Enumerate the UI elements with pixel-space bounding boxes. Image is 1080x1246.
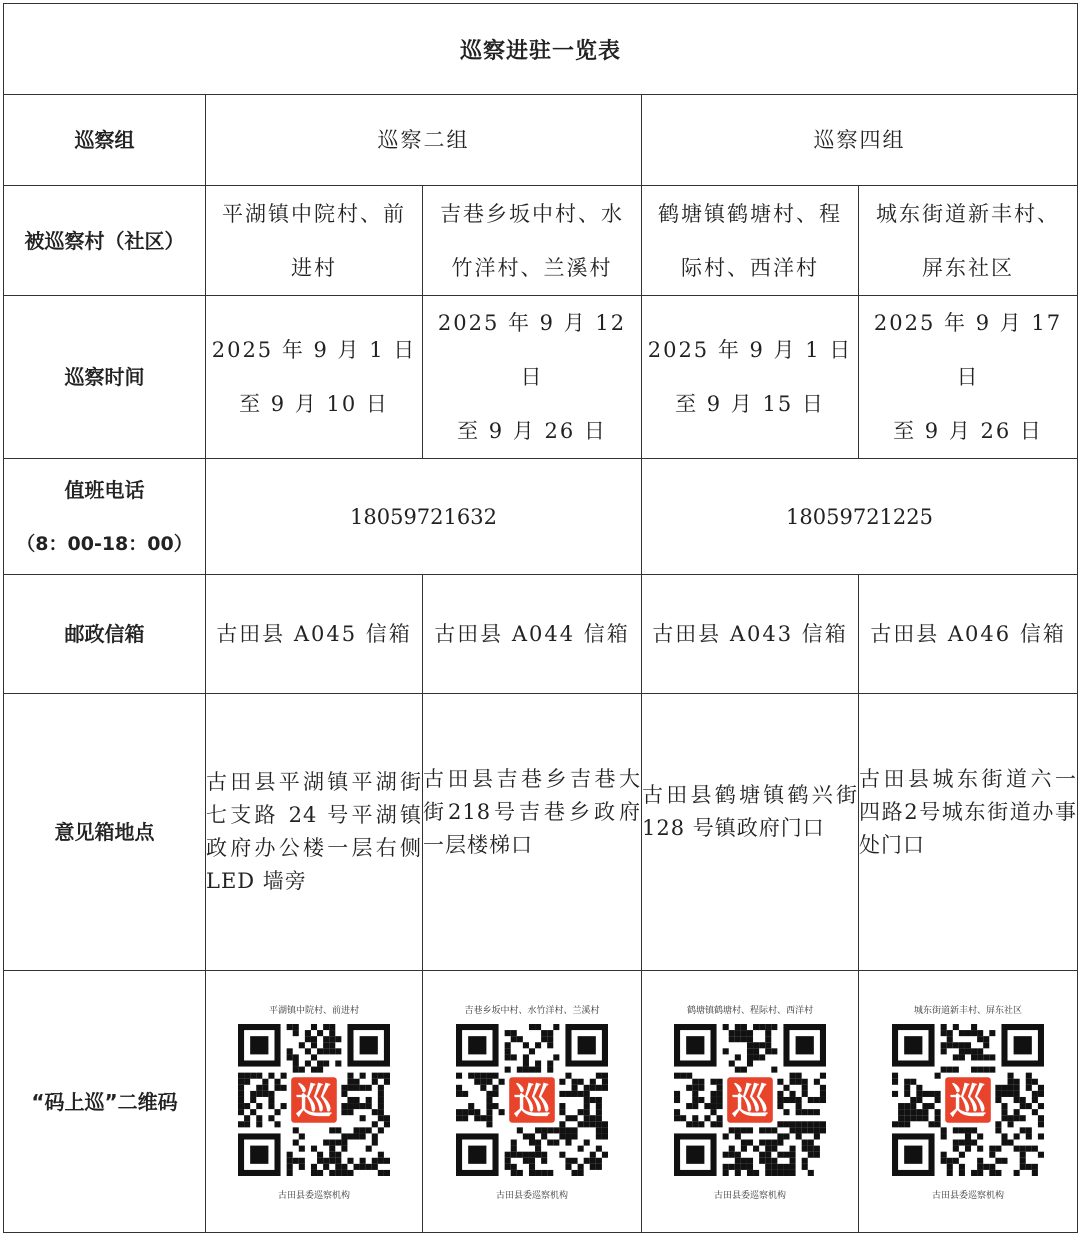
time-cell — [859, 296, 1078, 459]
time-end: 至 9 月 15 日 — [675, 392, 825, 416]
time-start: 2025 年 9 月 1 日 — [647, 338, 853, 362]
villages-line: 竹洋村、兰溪村 — [451, 255, 613, 280]
qr-cell — [423, 971, 642, 1233]
label-villages: 被巡察村（社区） — [4, 186, 206, 296]
group-name-4: 巡察四组 — [642, 95, 1078, 186]
qr-footer: 古田县委巡察机构 — [932, 1190, 1005, 1201]
villages-line: 城东街道新丰村、 — [876, 201, 1061, 226]
table-title: 巡察进驻一览表 — [4, 4, 1078, 95]
mailbox-cell: 古田县 A044 信箱 — [423, 575, 642, 694]
label-phone-cell — [4, 459, 206, 575]
time-cell — [423, 296, 642, 459]
qr-code-image[interactable] — [456, 1024, 608, 1176]
villages-line: 鹤塘镇鹤塘村、程 — [658, 201, 842, 226]
qr-code-image[interactable] — [892, 1024, 1044, 1176]
time-start: 2025 年 9 月 17 日 — [873, 311, 1063, 389]
qr-caption: 城东街道新丰村、屏东社区 — [914, 1005, 1023, 1016]
qr-cell — [642, 971, 859, 1233]
qr-cell — [859, 971, 1078, 1233]
address-cell: 古田县城东街道六一四路2号城东街道办事处门口 — [859, 694, 1078, 971]
villages-cell — [642, 186, 859, 296]
inspection-table — [3, 3, 1078, 1233]
qr-logo-text: 巡 — [295, 1079, 333, 1123]
qr-logo-text: 巡 — [731, 1079, 769, 1123]
time-cell — [206, 296, 423, 459]
qr-logo-text: 巡 — [513, 1079, 551, 1123]
qr-caption: 吉巷乡坂中村、水竹洋村、兰溪村 — [464, 1005, 600, 1016]
address-cell: 古田县平湖镇平湖街七支路 24 号平湖镇政府办公楼一层右侧 LED 墙旁 — [206, 694, 423, 971]
villages-cell — [206, 186, 423, 296]
label-phone-hours: （8：00-18：00） — [16, 532, 193, 555]
villages-cell — [859, 186, 1078, 296]
qr-code-image[interactable] — [238, 1024, 390, 1176]
villages-line: 屏东社区 — [922, 255, 1015, 280]
villages-line: 际村、西洋村 — [681, 255, 819, 280]
time-cell — [642, 296, 859, 459]
villages-line: 吉巷乡坂中村、水 — [440, 201, 624, 226]
label-qr: “码上巡”二维码 — [4, 971, 206, 1233]
time-end: 至 9 月 26 日 — [893, 419, 1043, 443]
phone-group-2: 18059721632 — [206, 459, 642, 575]
villages-line: 进村 — [291, 255, 337, 280]
time-start: 2025 年 9 月 12 日 — [437, 311, 627, 389]
mailbox-cell: 古田县 A045 信箱 — [206, 575, 423, 694]
qr-code-image[interactable] — [674, 1024, 826, 1176]
label-group: 巡察组 — [4, 95, 206, 186]
group-name-2: 巡察二组 — [206, 95, 642, 186]
qr-logo-text: 巡 — [949, 1079, 987, 1123]
address-cell: 古田县吉巷乡吉巷大街218号吉巷乡政府一层楼梯口 — [423, 694, 642, 971]
time-start: 2025 年 9 月 1 日 — [211, 338, 417, 362]
label-phone: 值班电话 — [64, 477, 145, 502]
villages-cell — [423, 186, 642, 296]
qr-caption: 平湖镇中院村、前进村 — [268, 1005, 359, 1016]
time-end: 至 9 月 26 日 — [457, 419, 607, 443]
qr-footer: 古田县委巡察机构 — [495, 1190, 568, 1201]
label-time: 巡察时间 — [4, 296, 206, 459]
phone-group-4: 18059721225 — [642, 459, 1078, 575]
qr-footer: 古田县委巡察机构 — [277, 1190, 350, 1201]
time-end: 至 9 月 10 日 — [239, 392, 389, 416]
label-mailbox: 邮政信箱 — [4, 575, 206, 694]
villages-line: 平湖镇中院村、前 — [222, 201, 406, 226]
address-cell: 古田县鹤塘镇鹤兴街 128 号镇政府门口 — [642, 694, 859, 971]
mailbox-cell: 古田县 A046 信箱 — [859, 575, 1078, 694]
label-opinion-box: 意见箱地点 — [4, 694, 206, 971]
qr-footer: 古田县委巡察机构 — [713, 1190, 786, 1201]
qr-caption: 鹤塘镇鹤塘村、程际村、西洋村 — [686, 1005, 813, 1016]
qr-cell — [206, 971, 423, 1233]
mailbox-cell: 古田县 A043 信箱 — [642, 575, 859, 694]
